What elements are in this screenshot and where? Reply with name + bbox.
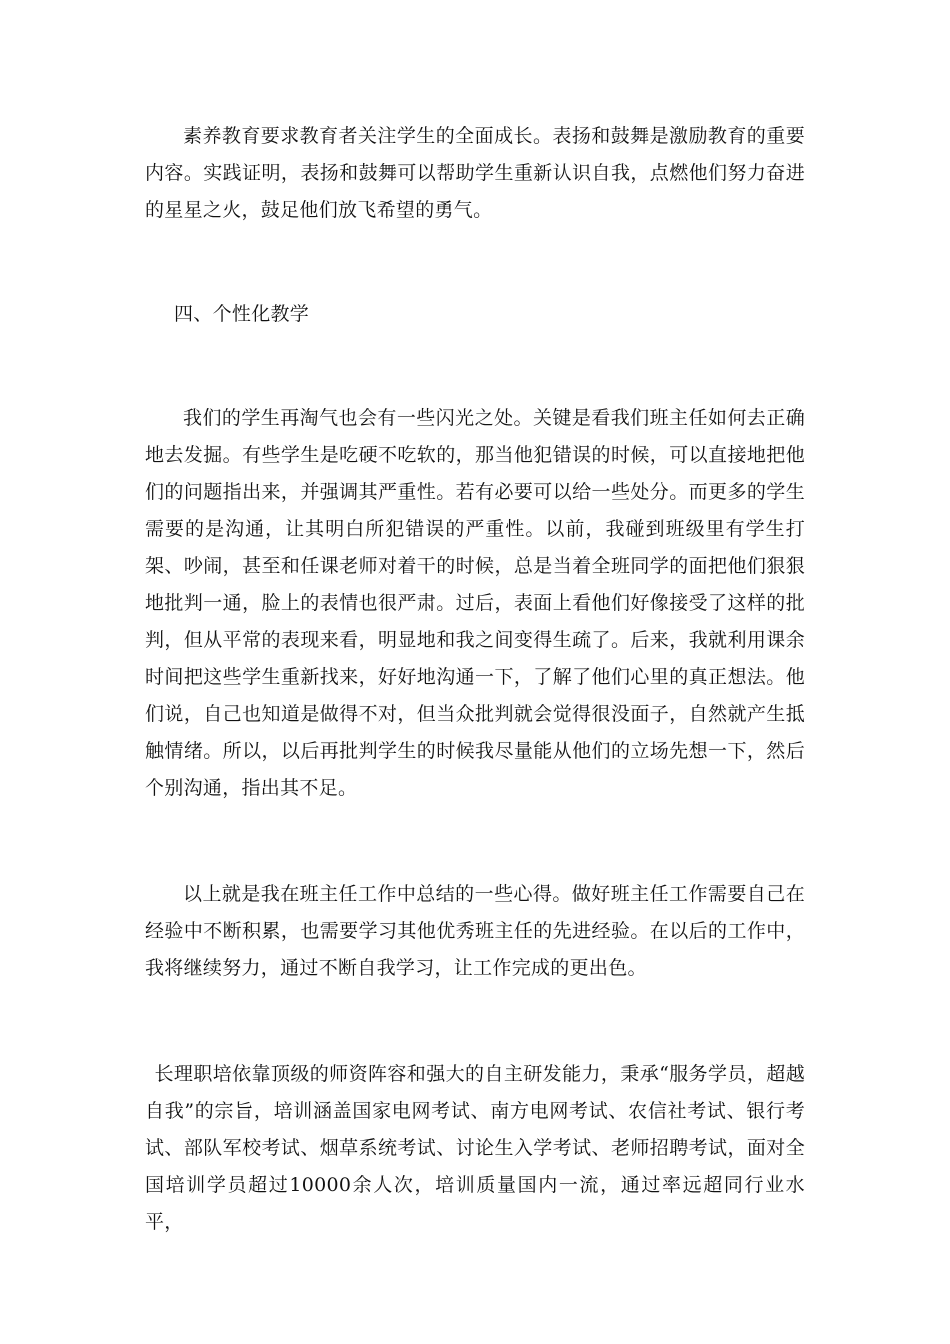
- section-heading-personalized-teaching: 四、个性化教学: [174, 303, 310, 325]
- paragraph-promotion: 长理职培依靠顶级的师资阵容和强大的自主研发能力，秉承“服务学员，超越自我”的宗旨，培训涵盖国家电网考试、南方电网考试、农信社考试、银行考试、部队军校考试、烟草系统考试、讨论生入学考试、老师招聘考试，面对全国培训学员超过10000余人次，培训质量国内一流，通过率远超同行业水平，: [145, 1063, 805, 1233]
- paragraph-encouragement: 素养教育要求教育者关注学生的全面成长。表扬和鼓舞是激励教育的重要内容。实践证明，表扬和鼓舞可以帮助学生重新认识自我，点燃他们努力奋进的星星之火，鼓足他们放飞希望的勇气。: [145, 125, 805, 221]
- paragraph-personalized-teaching: 我们的学生再淘气也会有一些闪光之处。关键是看我们班主任如何去正确地去发掘。有些学生是吃硬不吃软的，那当他犯错误的时候，可以直接地把他们的问题指出来，并强调其严重性。若有必要可以给一些处分。而更多的学生需要的是沟通，让其明白所犯错误的严重性。以前，我碰到班级里有学生打架、吵闹，甚至和任课老师对着干的时候，总是当着全班同学的面把他们狠狠地批判一通，脸上的表情也很严肃。过后，表面上看他们好像接受了这样的批判，但从平常的表现来看，明显地和我之间变得生疏了。后来，我就利用课余时间把这些学生重新找来，好好地沟通一下，了解了他们心里的真正想法。他们说，自己也知道是做得不对，但当众批判就会觉得很没面子，自然就产生抵触情绪。所以，以后再批判学生的时候我尽量能从他们的立场先想一下，然后个别沟通，指出其不足。: [145, 407, 805, 799]
- paragraph-summary: 以上就是我在班主任工作中总结的一些心得。做好班主任工作需要自己在经验中不断积累，也需要学习其他优秀班主任的先进经验。在以后的工作中，我将继续努力，通过不断自我学习，让工作完成的更出色。: [145, 883, 805, 979]
